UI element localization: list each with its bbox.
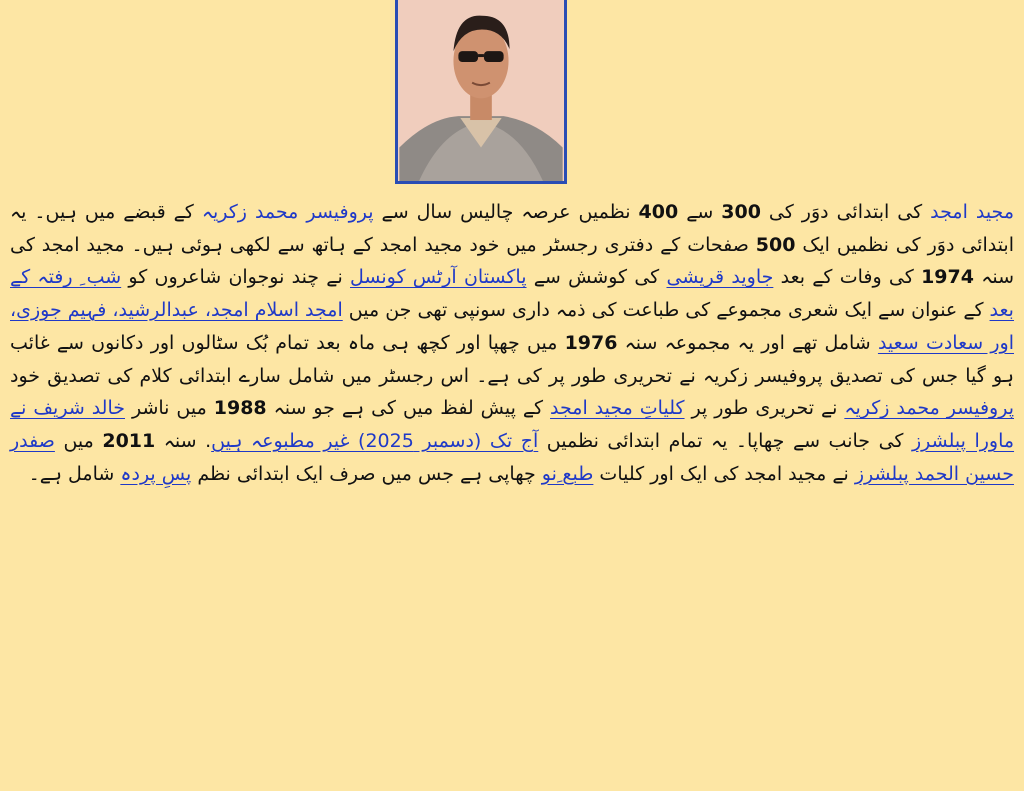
paragraph-text: چھاپی ہے جس میں صرف ایک ابتدائی نظم [191,462,542,485]
paragraph-text: کے پیش لفظ میں کی ہے جو سنہ [266,397,551,420]
paragraph-text: کی ابتدائی دوَر کی [760,201,931,223]
paragraph-text: میں [54,429,103,452]
paragraph-text: کی وفات کے بعد [773,266,922,289]
paragraph-text: کی جانب سے چھاپا۔ یہ تمام ابتدائی نظمیں [538,429,912,452]
paragraph-text: نظمیں عرصہ چالیس سال سے [373,201,639,223]
paragraph-text: کے قبضے میں ہیں۔ یہ ابتدائی دوَر کی نظمیں ایک [10,201,1014,256]
paragraph-text: صفحات کے دفتری رجسٹر میں خود مجید امجد کے ہاتھ سے لکھی ہوئی ہیں۔ مجید امجد کی سنہ [10,233,1014,289]
paragraph-link[interactable]: پاکستان آرٹس کونسل [350,266,527,289]
paragraph-text: کے عنوان سے ایک شعری مجموعے کی طباعت کی ذمہ داری سونپی تھی جن میں [342,299,990,322]
biography-paragraph [10,196,1014,490]
paragraph-link[interactable]: پسِ پردہ [120,462,192,485]
paragraph-number: 500 [755,233,796,256]
paragraph-link[interactable]: جاوید قریشی [666,266,774,289]
paragraph-text: میں چھپا اور کچھ ہی ماہ بعد تمام بُک سٹالوں اور دکانوں سے غائب ہو گیا جس کی تصدیق پروفیسر زکریہ نے تحریری طور پر کی ہے۔ اس رجسٹر میں شامل سارے ابتدائی کلام کی تصدیق خود [10,331,1014,387]
paragraph-link[interactable]: صفدر حسین الحمد پبلشرز [10,429,1014,485]
author-portrait [395,0,567,184]
paragraph-text: نے تحریری طور پر [684,397,845,420]
paragraph-number: 300 [721,201,761,223]
paragraph-text: شامل ہے۔ [28,462,121,485]
highlighted-name: پروفیسر محمد زکریہ [201,201,374,223]
paragraph-text: کی کوشش سے [526,266,667,289]
paragraph-text: نے چند نوجوان شاعروں کو [121,266,350,289]
paragraph-number: 1988 [213,397,267,420]
paragraph-number: 1974 [921,266,974,289]
paragraph-link[interactable]: شب ِ رفتہ کے بعد [10,266,1014,322]
portrait-photo-icon [398,0,564,181]
paragraph-text: نے مجید امجد کی ایک اور کلیات [593,462,855,485]
paragraph-text: سے [678,201,722,223]
paragraph-text: میں ناشر [125,397,214,420]
paragraph-text: . سنہ [155,429,212,452]
paragraph-number: 2011 [102,429,156,452]
paragraph-link[interactable]: پروفیسر محمد زکریہ [844,397,1014,420]
paragraph-number: 1976 [564,331,618,354]
paragraph-link[interactable]: خالد شریف نے ماورا پبلشرز [10,397,1015,452]
paragraph-link[interactable]: کلیاتِ مجید امجد [550,397,685,420]
paragraph-link[interactable]: طبع ِنو [541,462,594,485]
highlighted-name: مجید امجد [930,201,1014,223]
paragraph-number: 400 [638,201,679,223]
paragraph-text: شامل تھے اور یہ مجموعہ سنہ [617,331,878,354]
paragraph-link[interactable]: امجد اسلام امجد، عبدالرشید، فہیم جوزی، اور سعادت سعید [10,299,1014,354]
paragraph-link[interactable]: آج تک (دسمبر 2025) غیر مطبوعہ ہیں [211,429,539,452]
